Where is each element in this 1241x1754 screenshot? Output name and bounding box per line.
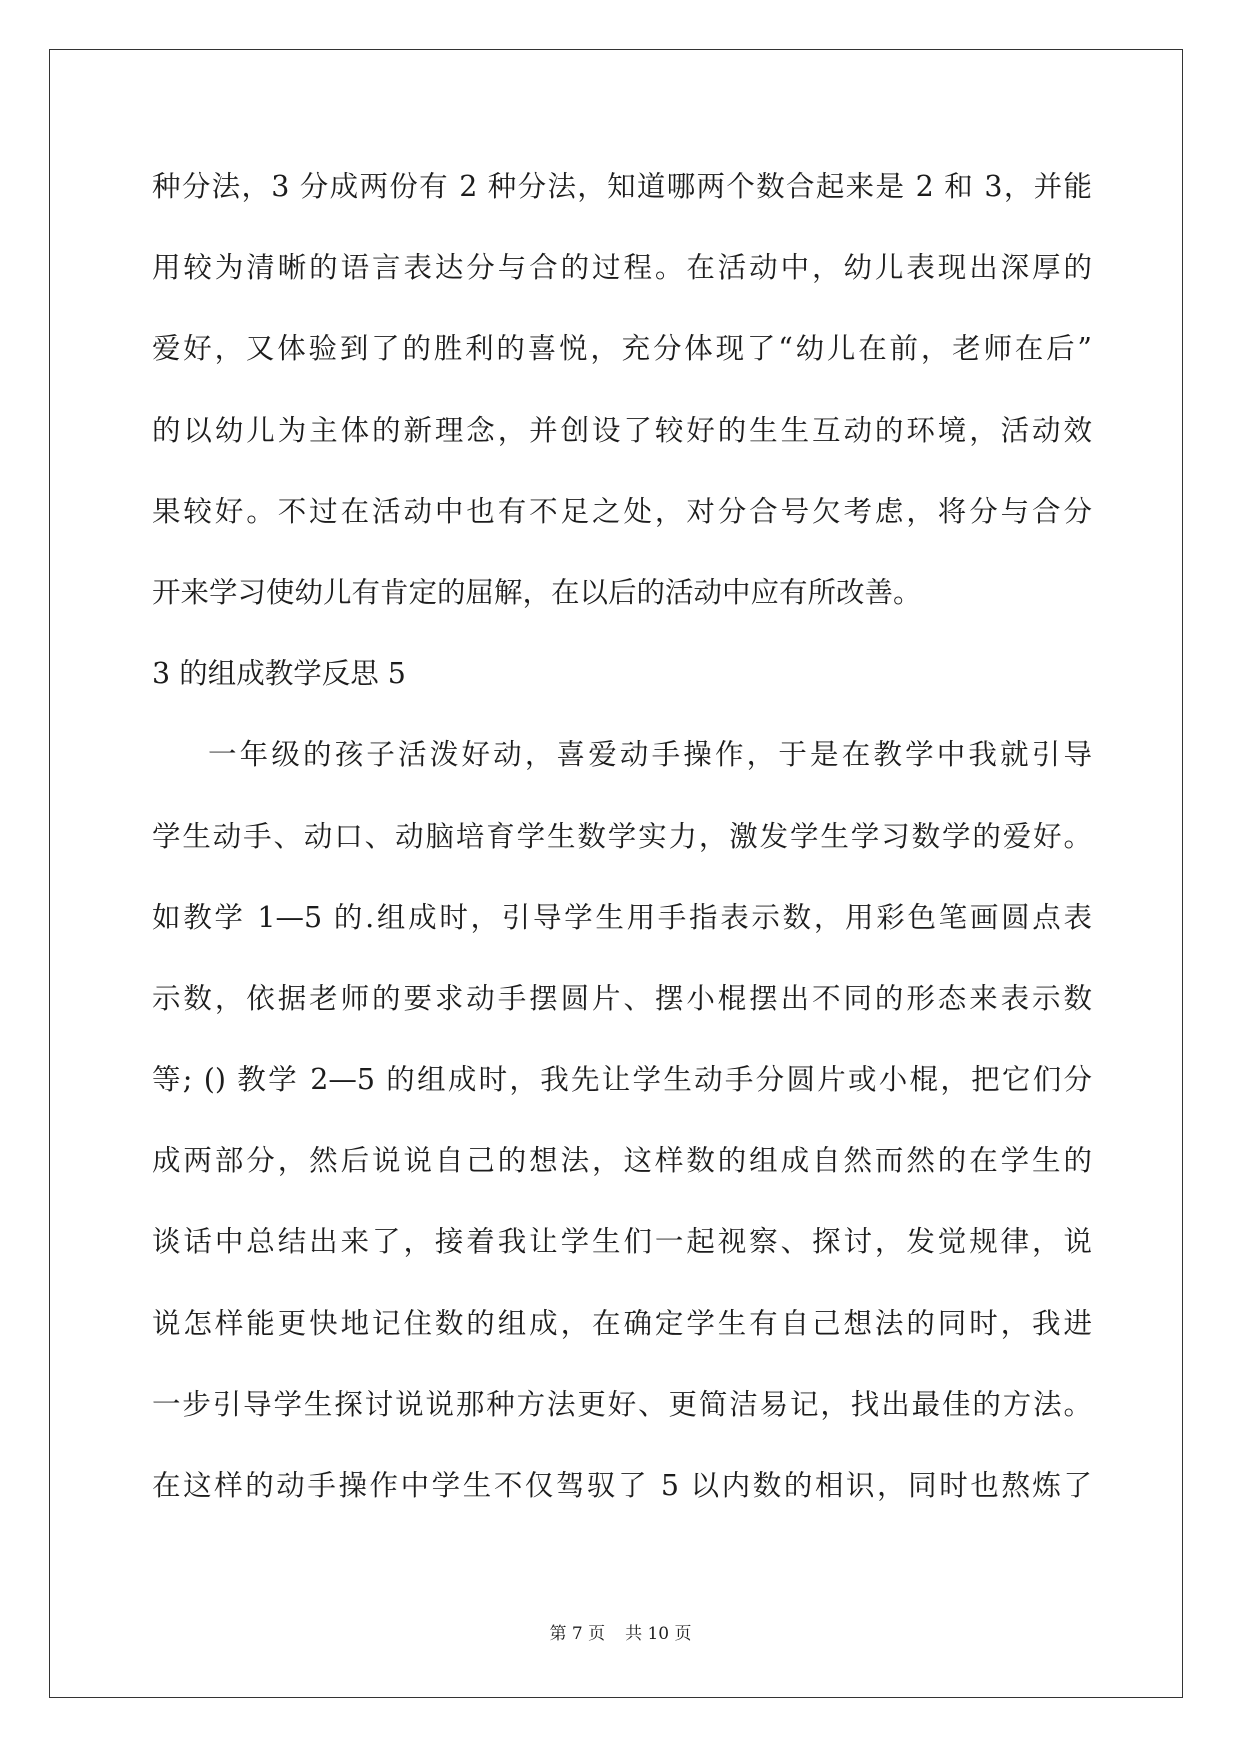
paragraph-line: 等; () 教学 2—5 的组成时，我先让学生动手分圆片或小棍，把它们分 [152,1063,1092,1097]
paragraph-line: 说怎样能更快地记住数的组成，在确定学生有自己想法的同时，我进 [152,1306,1092,1340]
paragraph-line: 一年级的孩子活泼好动，喜爱动手操作，于是在教学中我就引导 [208,738,1092,772]
section-heading: 3 的组成教学反思 5 [152,657,406,691]
page-number-total: 共 10 页 [625,1624,692,1644]
paragraph-line: 谈话中总结出来了，接着我让学生们一起视察、探讨，发觉规律，说 [152,1225,1092,1259]
paragraph-line: 成两部分，然后说说自己的想法，这样数的组成自然而然的在学生的 [152,1144,1092,1178]
paragraph-line: 开来学习使幼儿有肯定的屈解，在以后的活动中应有所改善。 [152,575,922,609]
paragraph-line: 种分法，3 分成两份有 2 种分法，知道哪两个数合起来是 2 和 3，并能 [152,170,1092,203]
document-body [152,157,1092,1537]
paragraph-line: 爱好，又体验到了的胜利的喜悦，充分体现了“幼儿在前，老师在后” [152,332,1092,366]
paragraph-line: 示数，依据老师的要求动手摆圆片、摆小棍摆出不同的形态来表示数 [152,981,1092,1015]
page-number-current: 第 7 页 [549,1624,606,1644]
paragraph-line: 果较好。不过在活动中也有不足之处，对分合号欠考虑，将分与合分 [152,494,1092,528]
paragraph-line: 学生动手、动口、动脑培育学生数学实力，激发学生学习数学的爱好。 [152,819,1092,853]
paragraph-line: 如教学 1—5 的.组成时，引导学生用手指表示数，用彩色笔画圆点表 [152,900,1092,934]
paragraph-line: 的以幼儿为主体的新理念，并创设了较好的生生互动的环境，活动效 [152,413,1092,447]
paragraph-line: 一步引导学生探讨说说那种方法更好、更简洁易记，找出最佳的方法。 [152,1387,1092,1421]
paragraph-line: 用较为清晰的语言表达分与合的过程。在活动中，幼儿表现出深厚的 [152,251,1092,285]
paragraph-line: 在这样的动手操作中学生不仅驾驭了 5 以内数的相识，同时也熬炼了 [152,1469,1092,1502]
page-footer [0,1619,1241,1644]
